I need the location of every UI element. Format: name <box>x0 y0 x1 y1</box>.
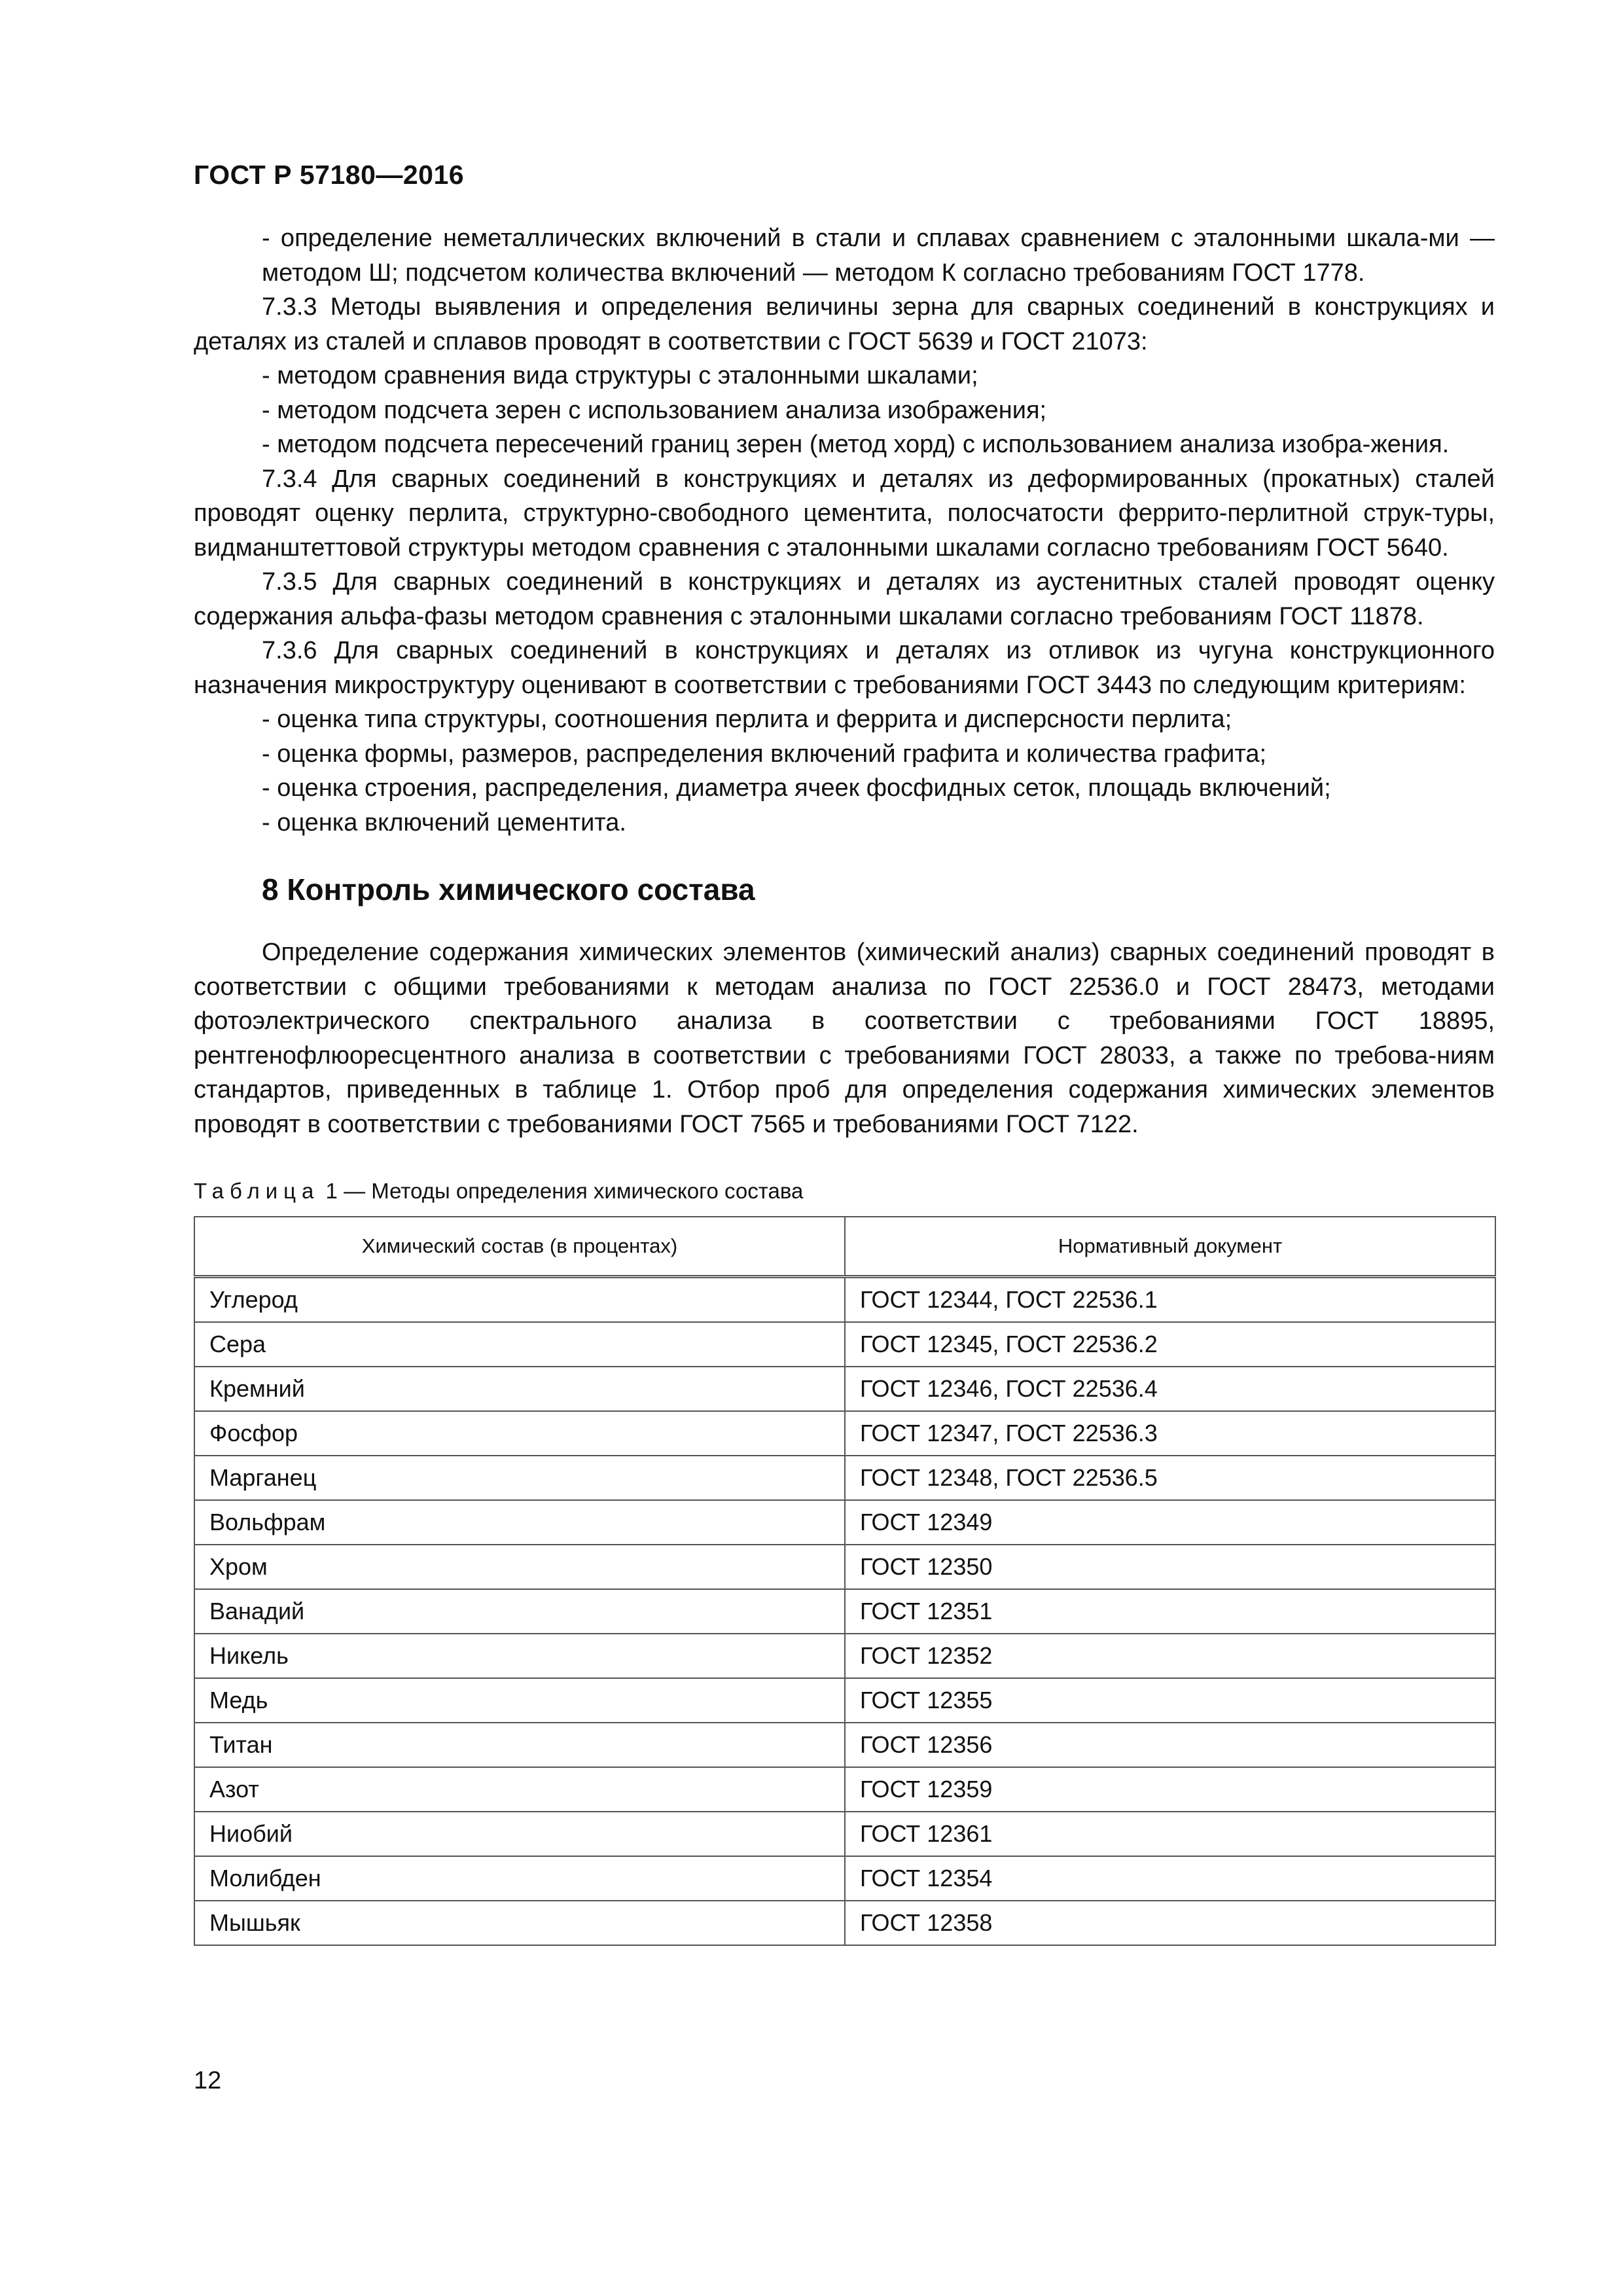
table-cell-element: Молибден <box>194 1856 845 1901</box>
table-cell-standard: ГОСТ 12351 <box>845 1589 1495 1634</box>
table-row <box>194 1322 1495 1367</box>
table-caption-label: Таблица <box>194 1179 320 1203</box>
table-cell-standard: ГОСТ 12356 <box>845 1723 1495 1767</box>
table-row <box>194 1812 1495 1856</box>
paragraph-dash-3: - методом подсчета зерен с использованием анализа изображения; <box>262 396 1047 424</box>
chemical-methods-table <box>194 1216 1496 1946</box>
table-cell-standard: ГОСТ 12359 <box>845 1767 1495 1812</box>
table-cell-element: Кремний <box>194 1367 845 1411</box>
table-cell-standard: ГОСТ 12347, ГОСТ 22536.3 <box>845 1411 1495 1456</box>
table-row <box>194 1634 1495 1678</box>
page-number: 12 <box>194 2067 222 2094</box>
paragraph-dash-5: - оценка типа структуры, соотношения перлита и феррита и дисперсности перлита; <box>262 706 1232 733</box>
paragraph-dash-1: - определение неметаллических включений в стали и сплавах сравнением с эталонными шкала-ми — методом Ш; подсчетом количества включений — методом К согласно требованиям ГОСТ 1778. <box>262 224 1495 287</box>
table-cell-standard: ГОСТ 12346, ГОСТ 22536.4 <box>845 1367 1495 1411</box>
paragraph-7-3-3: 7.3.3 Методы выявления и определения величины зерна для сварных соединений в конструкциях и деталях из сталей и сплавов проводят в соответствии с ГОСТ 5639 и ГОСТ 21073: <box>194 293 1495 355</box>
table-row <box>194 1277 1495 1323</box>
document-header: ГОСТ Р 57180—2016 <box>194 160 465 190</box>
table-cell-standard: ГОСТ 12352 <box>845 1634 1495 1678</box>
table-cell-element: Марганец <box>194 1456 845 1500</box>
table-caption-title: 1 — Методы определения химического состава <box>319 1179 804 1203</box>
table-cell-standard: ГОСТ 12344, ГОСТ 22536.1 <box>845 1277 1495 1323</box>
table-row <box>194 1367 1495 1411</box>
table-cell-standard: ГОСТ 12345, ГОСТ 22536.2 <box>845 1322 1495 1367</box>
table-body <box>194 1277 1495 1946</box>
table-cell-element: Хром <box>194 1545 845 1589</box>
paragraph-dash-8: - оценка включений цементита. <box>262 808 626 836</box>
paragraph-dash-6: - оценка формы, размеров, распределения включений графита и количества графита; <box>262 740 1267 768</box>
document-body <box>194 221 1495 1946</box>
paragraph-7-3-6: 7.3.6 Для сварных соединений в конструкциях и деталях из отливок из чугуна конструкционного назначения микроструктуру оценивают в соответствии с требованиями ГОСТ 3443 по следующим критериям: <box>194 637 1495 699</box>
table-cell-element: Мышьяк <box>194 1901 845 1945</box>
table-cell-element: Никель <box>194 1634 845 1678</box>
table-header-row <box>194 1217 1495 1277</box>
paragraph-7-3-4: 7.3.4 Для сварных соединений в конструкциях и деталях из деформированных (прокатных) сталей проводят оценку перлита, структурно-свободного цементита, полосчатости феррито-перлитной струк-туры, видманштеттовой структуры методом сравнения с эталонными шкалами согласно требованиям ГОСТ 5640. <box>194 465 1495 562</box>
table-row <box>194 1545 1495 1589</box>
table-cell-standard: ГОСТ 12350 <box>845 1545 1495 1589</box>
table-row <box>194 1500 1495 1545</box>
table-cell-standard: ГОСТ 12348, ГОСТ 22536.5 <box>845 1456 1495 1500</box>
table-cell-element: Азот <box>194 1767 845 1812</box>
table-row <box>194 1411 1495 1456</box>
table-cell-element: Фосфор <box>194 1411 845 1456</box>
table-cell-element: Сера <box>194 1322 845 1367</box>
section-heading-8: 8 Контроль химического состава <box>262 872 755 906</box>
paragraph-dash-2: - методом сравнения вида структуры с эталонными шкалами; <box>262 362 978 389</box>
table-row <box>194 1856 1495 1901</box>
table-cell-standard: ГОСТ 12358 <box>845 1901 1495 1945</box>
table-row <box>194 1767 1495 1812</box>
table-header-composition: Химический состав (в процентах) <box>194 1217 845 1277</box>
document-page <box>194 0 1495 2296</box>
table-row <box>194 1901 1495 1945</box>
table-row <box>194 1589 1495 1634</box>
table-header-document: Нормативный документ <box>845 1217 1495 1277</box>
table-row <box>194 1456 1495 1500</box>
paragraph-dash-4: - методом подсчета пересечений границ зерен (метод хорд) с использованием анализа изобра-жения. <box>262 431 1450 458</box>
paragraph-7-3-5: 7.3.5 Для сварных соединений в конструкциях и деталях из аустенитных сталей проводят оценку содержания альфа-фазы методом сравнения с эталонными шкалами согласно требованиям ГОСТ 11878. <box>194 568 1495 630</box>
table-cell-element: Титан <box>194 1723 845 1767</box>
table-row <box>194 1678 1495 1723</box>
table-cell-element: Углерод <box>194 1277 845 1323</box>
table-cell-standard: ГОСТ 12354 <box>845 1856 1495 1901</box>
table-cell-standard: ГОСТ 12355 <box>845 1678 1495 1723</box>
table-cell-standard: ГОСТ 12349 <box>845 1500 1495 1545</box>
paragraph-dash-7: - оценка строения, распределения, диаметра ячеек фосфидных сеток, площадь включений; <box>262 774 1331 802</box>
table-cell-element: Вольфрам <box>194 1500 845 1545</box>
table-row <box>194 1723 1495 1767</box>
table-cell-element: Ниобий <box>194 1812 845 1856</box>
table-cell-element: Медь <box>194 1678 845 1723</box>
paragraph-section-8: Определение содержания химических элементов (химический анализ) сварных соединений проводят в соответствии с общими требованиями к методам анализа по ГОСТ 22536.0 и ГОСТ 28473, методами фотоэлектрического спектрального анализа в соответствии с требованиями ГОСТ 18895, рентгенофлюоресцентного анализа в соответствии с требованиями ГОСТ 28033, а также по требова-ниям стандартов, приведенных в таблице 1. Отбор проб для определения содержания химических элементов проводят в соответствии с требованиями ГОСТ 7565 и требованиями ГОСТ 7122. <box>194 939 1495 1138</box>
table-cell-standard: ГОСТ 12361 <box>845 1812 1495 1856</box>
table-caption <box>194 1177 1495 1206</box>
table-cell-element: Ванадий <box>194 1589 845 1634</box>
